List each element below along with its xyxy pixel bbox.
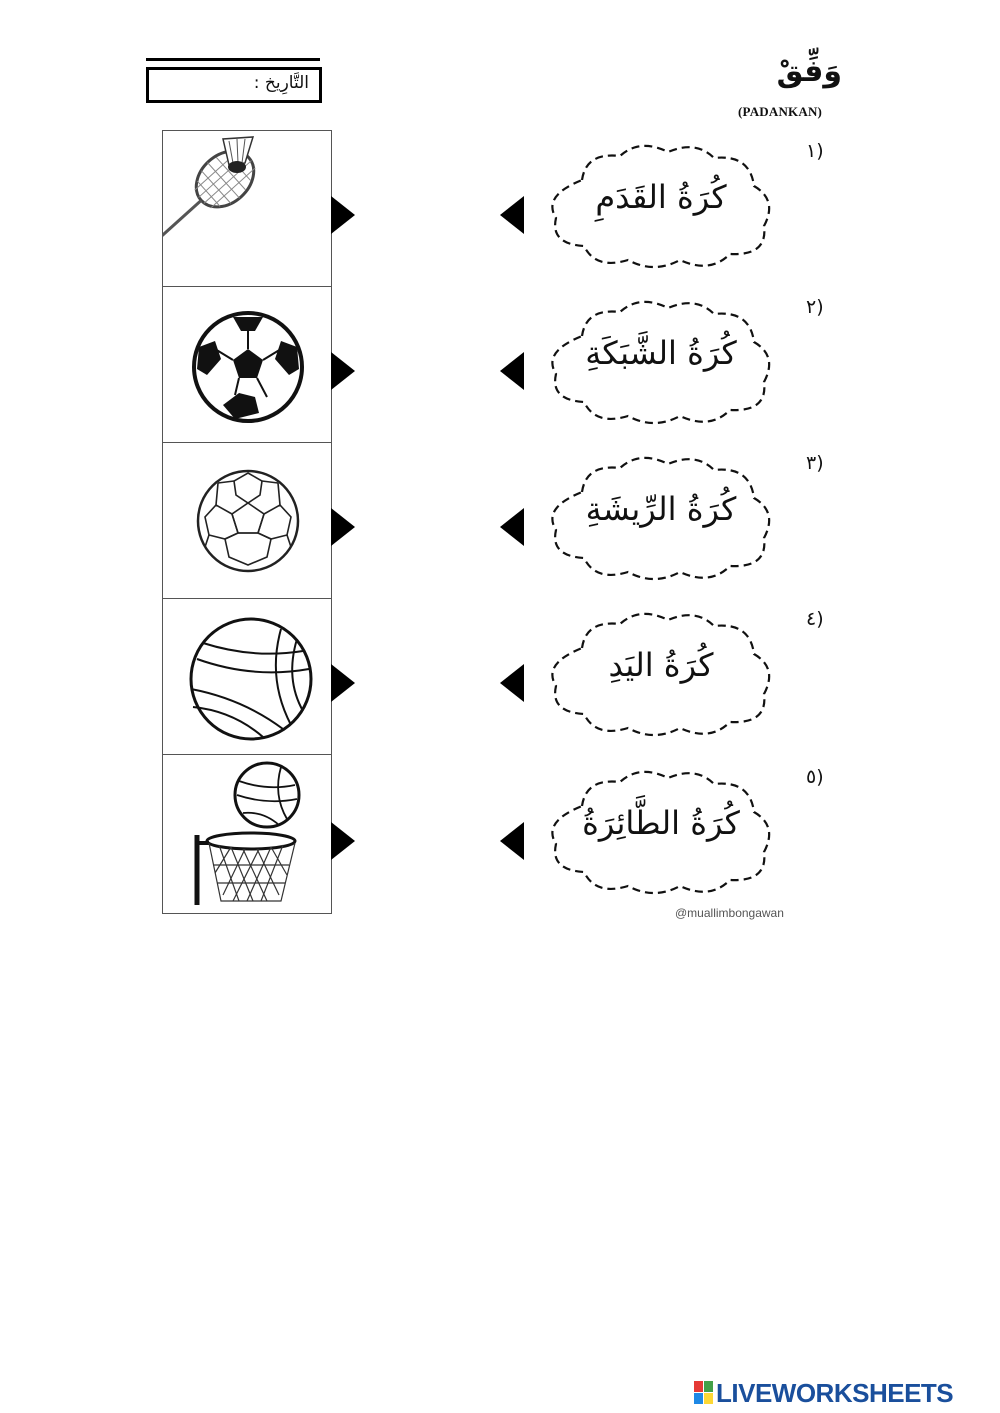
title-arabic: وَفِّقْ <box>776 54 842 89</box>
netball-cell <box>163 755 331 911</box>
match-dot-picture-2[interactable] <box>331 352 357 390</box>
match-dot-picture-4[interactable] <box>331 664 357 702</box>
match-dot-word-2[interactable] <box>500 352 526 390</box>
liveworksheets-brand: LIVEWORKSHEETS <box>716 1378 954 1408</box>
handball-cell <box>163 443 331 599</box>
soccer-ball-icon <box>163 287 333 443</box>
match-dot-picture-1[interactable] <box>331 196 357 234</box>
author-credit: @muallimbongawan <box>675 906 784 920</box>
word-label-1: كُرَةُ القَدَمِ <box>595 178 727 216</box>
item-number-1: ١) <box>806 140 824 162</box>
liveworksheets-logo-icon <box>694 1381 714 1405</box>
match-dot-picture-3[interactable] <box>331 508 357 546</box>
item-number-4: ٤) <box>806 608 824 630</box>
date-top-line <box>146 58 320 61</box>
match-dot-word-5[interactable] <box>500 822 526 860</box>
word-cloud-2 <box>542 296 780 426</box>
word-cloud-1 <box>542 140 780 270</box>
badminton-cell <box>163 131 331 287</box>
match-dot-word-1[interactable] <box>500 196 526 234</box>
picture-column <box>162 130 332 914</box>
match-dot-word-4[interactable] <box>500 664 526 702</box>
item-number-5: ٥) <box>806 766 824 788</box>
item-number-2: ٢) <box>806 296 824 318</box>
word-cloud-5 <box>542 766 780 896</box>
word-label-3: كُرَةُ الرِّيشَةِ <box>585 490 737 528</box>
netball-hoop-icon <box>163 755 333 913</box>
handball-icon <box>163 443 333 599</box>
liveworksheets-logo <box>694 1378 994 1408</box>
badminton-racket-shuttlecock-icon <box>163 131 333 287</box>
match-dot-word-3[interactable] <box>500 508 526 546</box>
title-english: (PADANKAN) <box>738 104 823 119</box>
date-label: التَّارِيخ : <box>253 73 309 93</box>
match-dot-picture-5[interactable] <box>331 822 357 860</box>
soccer-ball-cell <box>163 287 331 443</box>
word-label-5: كُرَةُ الطَّائِرَةُ <box>582 804 740 842</box>
word-label-2: كُرَةُ الشَّبَكَةِ <box>585 334 737 372</box>
word-label-4: كُرَةُ اليَدِ <box>608 646 714 684</box>
item-number-3: ٣) <box>806 452 824 474</box>
word-cloud-3 <box>542 452 780 582</box>
volleyball-icon <box>163 599 333 755</box>
date-field[interactable] <box>146 67 322 103</box>
volleyball-cell <box>163 599 331 755</box>
word-cloud-4 <box>542 608 780 738</box>
